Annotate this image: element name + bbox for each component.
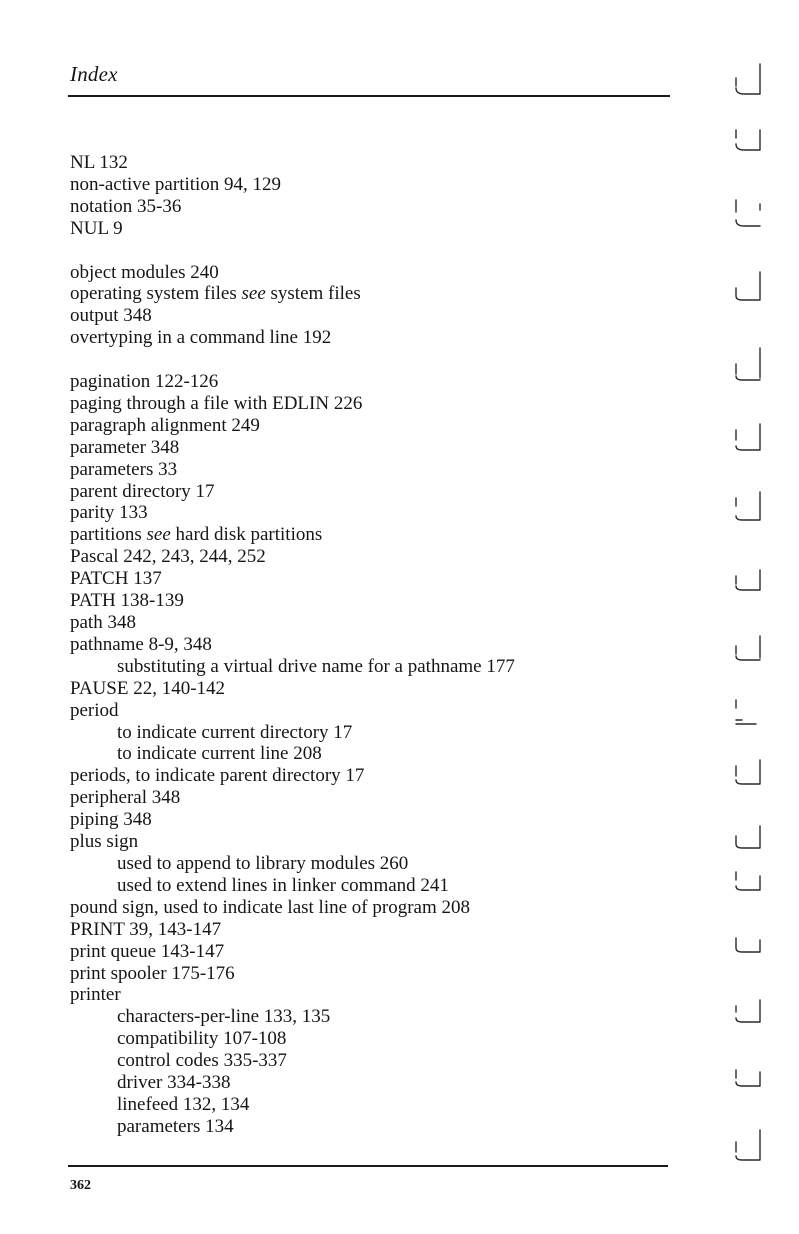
index-entry-text: paragraph alignment 249	[70, 414, 260, 436]
index-subentry	[70, 1050, 515, 1072]
index-entry	[70, 371, 515, 393]
index-entry-text: PAUSE 22, 140-142	[70, 677, 226, 699]
index-entry	[70, 963, 515, 985]
index-entry-text: linefeed 132, 134	[117, 1093, 250, 1115]
index-entry	[70, 502, 515, 524]
index-entry-text: peripheral 348	[70, 787, 181, 809]
index-entry	[70, 984, 515, 1006]
see-reference: see	[146, 524, 171, 546]
index-entry	[70, 897, 515, 919]
index-entry-text: driver 334-338	[117, 1072, 231, 1094]
index-entry	[70, 305, 515, 327]
index-subentry	[70, 656, 515, 678]
index-entry-text: operating system files	[70, 283, 242, 305]
index-entry	[70, 678, 515, 700]
index-entry-text: PATCH 137	[70, 568, 162, 590]
index-entry-text: compatibility 107-108	[117, 1028, 287, 1050]
binding-hole-marks	[728, 60, 768, 1190]
index-entry-text: overtyping in a command line 192	[70, 327, 332, 349]
index-entry-text: NUL 9	[70, 217, 123, 239]
see-reference: see	[241, 283, 266, 305]
header-rule	[68, 95, 670, 97]
index-subentry	[70, 722, 515, 744]
index-subentry	[70, 743, 515, 765]
index-entry-text: pagination 122-126	[70, 371, 219, 393]
index-entry	[70, 218, 515, 240]
index-entry	[70, 919, 515, 941]
index-entry	[70, 765, 515, 787]
index-entry	[70, 393, 515, 415]
index-entry-text: Pascal 242, 243, 244, 252	[70, 546, 266, 568]
index-entry	[70, 831, 515, 853]
index-entry-text: periods, to indicate parent directory 17	[70, 765, 365, 787]
index-entry-text: print queue 143-147	[70, 940, 225, 962]
index-entry-text: piping 348	[70, 809, 152, 831]
index-entry	[70, 174, 515, 196]
index-entry	[70, 546, 515, 568]
index-entry-text: object modules 240	[70, 261, 219, 283]
index-entry-text: parity 133	[70, 502, 148, 524]
index-entry-text: NL 132	[70, 152, 128, 173]
index-entry	[70, 196, 515, 218]
index-entry-text: partitions	[70, 524, 147, 546]
index-entry-text: printer	[70, 984, 121, 1006]
see-target: hard disk partitions	[170, 524, 323, 546]
index-entry	[70, 568, 515, 590]
index-subentry	[70, 1116, 515, 1138]
index-entry-text: substituting a virtual drive name for a pathname 177	[117, 655, 515, 677]
index-entry	[70, 612, 515, 634]
index-subentry	[70, 1072, 515, 1094]
index-entry-text: print spooler 175-176	[70, 962, 235, 984]
index-entry	[70, 700, 515, 722]
index-entry	[70, 152, 515, 174]
index-entry-text: parameters 134	[117, 1115, 234, 1137]
footer-rule	[68, 1165, 668, 1167]
index-entry	[70, 459, 515, 481]
index-entry	[70, 634, 515, 656]
index-entry-text: PRINT 39, 143-147	[70, 918, 222, 940]
index-subentry	[70, 875, 515, 897]
index-entry-text: notation 35-36	[70, 195, 182, 217]
index-entry	[70, 262, 515, 284]
index-entry-text: plus sign	[70, 831, 139, 853]
index-entry	[70, 437, 515, 459]
index-entry-text: used to append to library modules 260	[117, 852, 409, 874]
index-entry-text: control codes 335-337	[117, 1050, 287, 1072]
index-entry-text: pathname 8-9, 348	[70, 633, 212, 655]
index-subentry	[70, 1094, 515, 1116]
index-entry-text: parameter 348	[70, 436, 180, 458]
index-entry-list	[70, 152, 515, 1138]
index-entry-text: path 348	[70, 612, 136, 633]
index-entry-text: period	[70, 699, 119, 721]
index-entry-text: pound sign, used to indicate last line of program 208	[70, 896, 470, 918]
index-entry	[70, 283, 515, 305]
index-entry-text: paging through a file with EDLIN 226	[70, 392, 363, 414]
page-number: 362	[70, 1178, 91, 1193]
index-entry	[70, 327, 515, 349]
index-entry-text: parameters 33	[70, 458, 178, 480]
index-entry	[70, 524, 515, 546]
see-target: system files	[265, 283, 361, 305]
index-entry	[70, 481, 515, 503]
index-entry	[70, 590, 515, 612]
index-entry-text: to indicate current directory 17	[117, 721, 353, 743]
index-entry	[70, 787, 515, 809]
index-entry-text: PATH 138-139	[70, 590, 184, 612]
index-entry	[70, 415, 515, 437]
index-entry	[70, 941, 515, 963]
index-entry-text: characters-per-line 133, 135	[117, 1006, 331, 1028]
index-entry-text: non-active partition 94, 129	[70, 173, 282, 195]
index-entry-text: to indicate current line 208	[117, 743, 322, 765]
running-header-title: Index	[70, 62, 118, 86]
index-subentry	[70, 1028, 515, 1050]
index-subentry	[70, 1006, 515, 1028]
index-entry	[70, 809, 515, 831]
index-subentry	[70, 853, 515, 875]
index-entry-text: output 348	[70, 305, 152, 327]
index-entry-text: used to extend lines in linker command 241	[117, 874, 449, 896]
index-entry-text: parent directory 17	[70, 480, 215, 502]
